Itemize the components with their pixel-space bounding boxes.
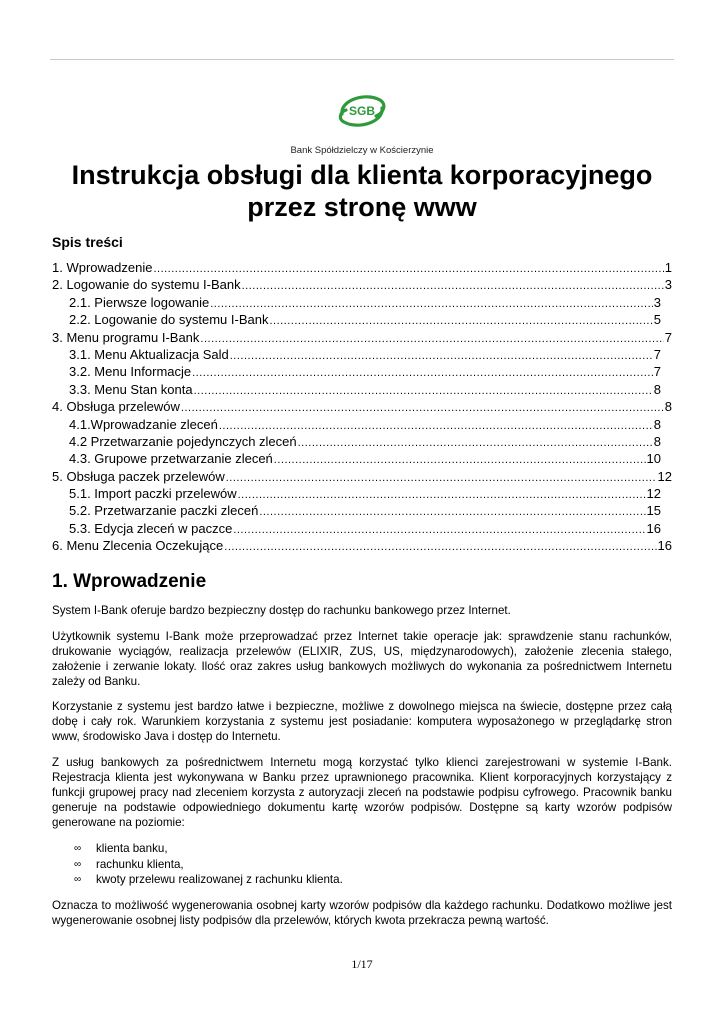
toc-entry-page: 8 <box>653 416 661 432</box>
title-line-2: przez stronę www <box>247 192 477 222</box>
toc-entry-label: 5.1. Import paczki przelewów <box>69 486 237 502</box>
toc-leader-dots <box>259 504 645 521</box>
logo-text: SGB <box>348 104 376 118</box>
toc-leader-dots <box>200 331 663 348</box>
toc-entry-label: 5. Obsługa paczek przelewów <box>52 468 225 484</box>
paragraph-intro: System I-Bank oferuje bardzo bezpieczny dostęp do rachunku bankowego przez Internet. <box>52 604 511 617</box>
toc-entry[interactable] <box>52 468 672 485</box>
document-title <box>52 159 672 223</box>
toc-entry-page: 8 <box>664 399 672 415</box>
toc-entry[interactable] <box>52 537 672 554</box>
toc-entry-page: 16 <box>646 520 661 536</box>
toc-entry-label: 4.2 Przetwarzanie pojedynczych zleceń <box>69 433 297 449</box>
toc-entry[interactable] <box>52 259 672 276</box>
table-of-contents <box>52 259 672 555</box>
toc-leader-dots <box>230 348 653 365</box>
toc-entry[interactable] <box>52 398 672 415</box>
toc-entry-page: 5 <box>653 312 661 328</box>
bank-name: Bank Spółdzielczy w Kościerzynie <box>290 145 434 156</box>
toc-leader-dots <box>226 470 657 487</box>
paragraph-signature-cards: Oznacza to możliwość wygenerowania osobnej karty wzorów podpisów dla każdego rachunku. Dodatkowo możliwe jest wygenerowanie osobnej listy podpisów dla przelewów, których kwota przekracza pewną wartość. <box>52 899 672 928</box>
sgb-logo-icon <box>336 92 388 130</box>
toc-leader-dots <box>298 435 653 452</box>
toc-entry-page: 12 <box>646 486 661 502</box>
paragraph-usage: Korzystanie z systemu jest bardzo łatwe i bezpieczne, możliwe z dowolnego miejsca na świecie, dostępne przez całą dobę i cały rok. Warunkiem korzystania z systemu jest posiadanie: komputera wyposażonego w przeglądarkę stron www, środowisko Java i dostęp do Internetu. <box>52 700 672 744</box>
toc-entry[interactable] <box>52 433 661 450</box>
toc-entry-label: 3.3. Menu Stan konta <box>69 381 193 397</box>
toc-entry-label: 4. Obsługa przelewów <box>52 399 180 415</box>
toc-entry[interactable] <box>52 381 661 398</box>
toc-entry-label: 5.3. Edycja zleceń w paczce <box>69 520 233 536</box>
toc-leader-dots <box>210 296 653 313</box>
toc-leader-dots <box>192 365 653 382</box>
toc-entry-page: 7 <box>664 329 672 345</box>
toc-leader-dots <box>238 487 646 504</box>
paragraph-operations: Użytkownik systemu I-Bank może przeprowadzać przez Internet takie operacje jak: sprawdzenie stanu rachunków, drukowanie wyciągów, realizacja przelewów (ELIXIR, ZUS, US, międzynarodowych), założenie zlecenia stałego, założenie i zerwanie lokaty. Ilość oraz zakres usług bankowych możliwych do wykonania za pośrednictwem Internetu zależy od Banku. <box>52 630 672 689</box>
list-item: ∞ rachunku klienta, <box>74 857 184 871</box>
toc-leader-dots <box>224 539 656 556</box>
bullet-icon: ∞ <box>74 843 82 854</box>
title-line-1: Instrukcja obsługi dla klienta korporacyjnego <box>71 160 653 190</box>
toc-entry-page: 8 <box>653 381 661 397</box>
toc-entry-page: 15 <box>646 503 661 519</box>
toc-entry-page: 3 <box>664 277 672 293</box>
toc-entry[interactable] <box>52 363 661 380</box>
toc-leader-dots <box>274 452 646 469</box>
toc-leader-dots <box>269 313 652 330</box>
toc-entry-label: 2.2. Logowanie do systemu I-Bank <box>69 312 269 328</box>
toc-entry-label: 4.3. Grupowe przetwarzanie zleceń <box>69 451 273 467</box>
toc-entry-label: 3. Menu programu I-Bank <box>52 329 200 345</box>
toc-entry-page: 7 <box>653 364 661 380</box>
toc-entry-label: 3.1. Menu Aktualizacja Sald <box>69 346 229 362</box>
toc-leader-dots <box>194 383 653 400</box>
bullet-icon: ∞ <box>74 858 82 870</box>
toc-entry-page: 7 <box>653 346 661 362</box>
toc-entry-label: 2. Logowanie do systemu I-Bank <box>52 277 241 293</box>
bullet-icon: ∞ <box>74 874 82 886</box>
toc-entry[interactable] <box>52 346 661 363</box>
toc-entry[interactable] <box>52 450 661 467</box>
toc-entry-label: 3.2. Menu Informacje <box>69 364 192 380</box>
list-item: ∞ klienta banku, <box>74 842 168 855</box>
toc-leader-dots <box>181 400 664 417</box>
toc-entry-page: 3 <box>653 294 661 310</box>
toc-entry[interactable] <box>52 294 661 311</box>
toc-entry-label: 5.2. Przetwarzanie paczki zleceń <box>69 503 259 519</box>
toc-entry-page: 12 <box>657 468 672 484</box>
toc-entry[interactable] <box>52 485 661 502</box>
toc-leader-dots <box>233 522 645 539</box>
toc-entry-label: 6. Menu Zlecenia Oczekujące <box>52 538 224 554</box>
toc-entry-label: 1. Wprowadzenie <box>52 260 153 275</box>
toc-entry[interactable] <box>52 329 672 346</box>
toc-entry[interactable] <box>52 416 661 433</box>
toc-entry-page: 1 <box>664 260 672 275</box>
toc-entry-label: 4.1.Wprowadzanie zleceń <box>69 416 218 432</box>
toc-entry-page: 8 <box>653 433 661 449</box>
toc-entry[interactable] <box>52 520 661 537</box>
list-item: ∞ kwoty przelewu realizowanej z rachunku klienta. <box>74 873 343 887</box>
section-heading: 1. Wprowadzenie <box>52 571 207 592</box>
paragraph-registration: Z usług bankowych za pośrednictwem Internetu mogą korzystać tylko klienci zarejestrowani w systemie I-Bank. Rejestracja klienta jest wykonywana w Banku przez uprawnionego pracownika. Klient korporacyjnych korzystający z funkcji grupowej pracy nad zleceniem korzysta z autoryzacji zleceń na podstawie podpisu cyfrowego. Pracownik banku generuje na podstawie odpowiedniego dokumentu kartę wzorów podpisów. Dostępne są karty wzorów podpisów generowane na poziomie: <box>52 756 672 830</box>
toc-entry[interactable] <box>52 502 661 519</box>
toc-leader-dots <box>242 278 664 295</box>
header-rule <box>50 59 674 60</box>
signature-levels-list <box>74 841 674 888</box>
toc-heading: Spis treści <box>52 234 123 250</box>
toc-entry-label: 2.1. Pierwsze logowanie <box>69 294 210 310</box>
toc-entry-page: 16 <box>657 538 672 554</box>
toc-entry-page: 10 <box>646 451 661 467</box>
toc-entry[interactable] <box>52 276 672 293</box>
page-number: 1/17 <box>351 957 373 971</box>
toc-entry[interactable] <box>52 311 661 328</box>
